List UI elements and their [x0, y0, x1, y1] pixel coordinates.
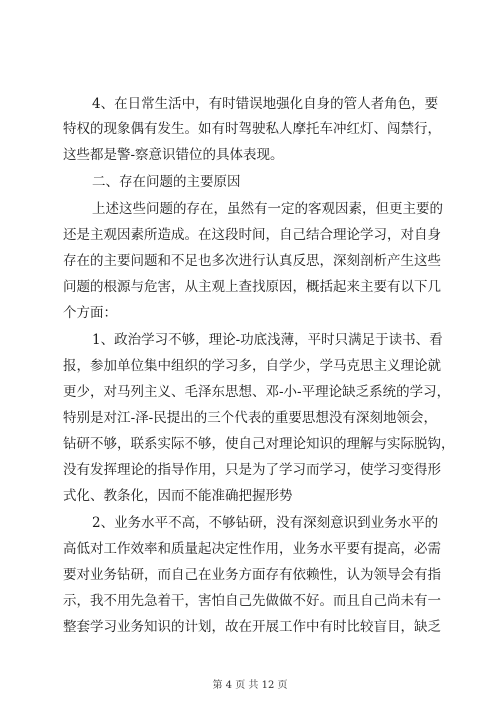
- text-line: [0, 303, 500, 333]
- page-footer: 第 4 页 共 12 页: [212, 680, 288, 691]
- text-line-content: 更少，对马列主义、毛泽东思想、邓-小-平理论缺乏系统的学习，: [63, 384, 451, 400]
- text-line: [0, 172, 500, 202]
- text-line-content: 高低对工作效率和质量起决定性作用，业务水平要有提高，必需: [63, 541, 441, 557]
- text-line-content: 整套学习业务知识的计划，故在开展工作中有时比较盲目，缺乏: [63, 619, 441, 635]
- text-line-content: 特别是对江-泽-民提出的三个代表的重要思想没有深刻地领会，: [63, 410, 437, 426]
- text-line-content: 钻研不够，联系实际不够，使自己对理论知识的理解与实际脱钩，: [63, 436, 455, 452]
- text-line-content: 示，我不用先急着干，害怕自己先做做不好。而且自己尚未有一: [63, 593, 441, 609]
- text-line-content: 特权的现象偶有发生。如有时驾驶私人摩托车冲红灯、闯禁行，: [63, 121, 441, 137]
- text-line-content: 1、政治学习不够，理论-功底浅薄，平时只满足于读书、看: [92, 332, 443, 348]
- text-line-content: 上述这些问题的存在，虽然有一定的客观因素，但更主要的: [92, 201, 443, 217]
- text-line-content: 报，参加单位集中组织的学习多，自学少，学马克思主义理论就: [63, 358, 441, 374]
- text-line-content: 没有发挥理论的指导作用，只是为了学习而学习，使学习变得形: [63, 462, 441, 478]
- text-line-content: 存在的主要问题和不足也多次进行认真反思，深刻剖析产生这些: [63, 253, 441, 269]
- text-line: [0, 617, 500, 647]
- text-line-content: 这些都是警-察意识错位的具体表现。: [63, 147, 284, 163]
- text-line-content: 二、存在问题的主要原因: [92, 174, 241, 190]
- text-line-content: 个方面：: [63, 305, 117, 321]
- text-line: [0, 486, 500, 516]
- text-line-content: 2、业务水平不高，不够钻研，没有深刻意识到业务水平的: [92, 515, 439, 531]
- text-line-content: 式化、教条化，因而不能准确把握形势: [63, 488, 293, 504]
- text-line: [0, 145, 500, 175]
- text-line-content: 还是主观因素所造成。在这段时间，自己结合理论学习，对自身: [63, 227, 441, 243]
- text-line-content: 4、在日常生活中，有时错误地强化自身的管人者角色，要: [92, 96, 439, 112]
- text-line-content: 问题的根源与危害，从主观上查找原因，概括起来主要有以下几: [63, 279, 441, 295]
- text-line-content: 要对业务钻研，而自己在业务方面存有依赖性，认为领导会有指: [63, 567, 441, 583]
